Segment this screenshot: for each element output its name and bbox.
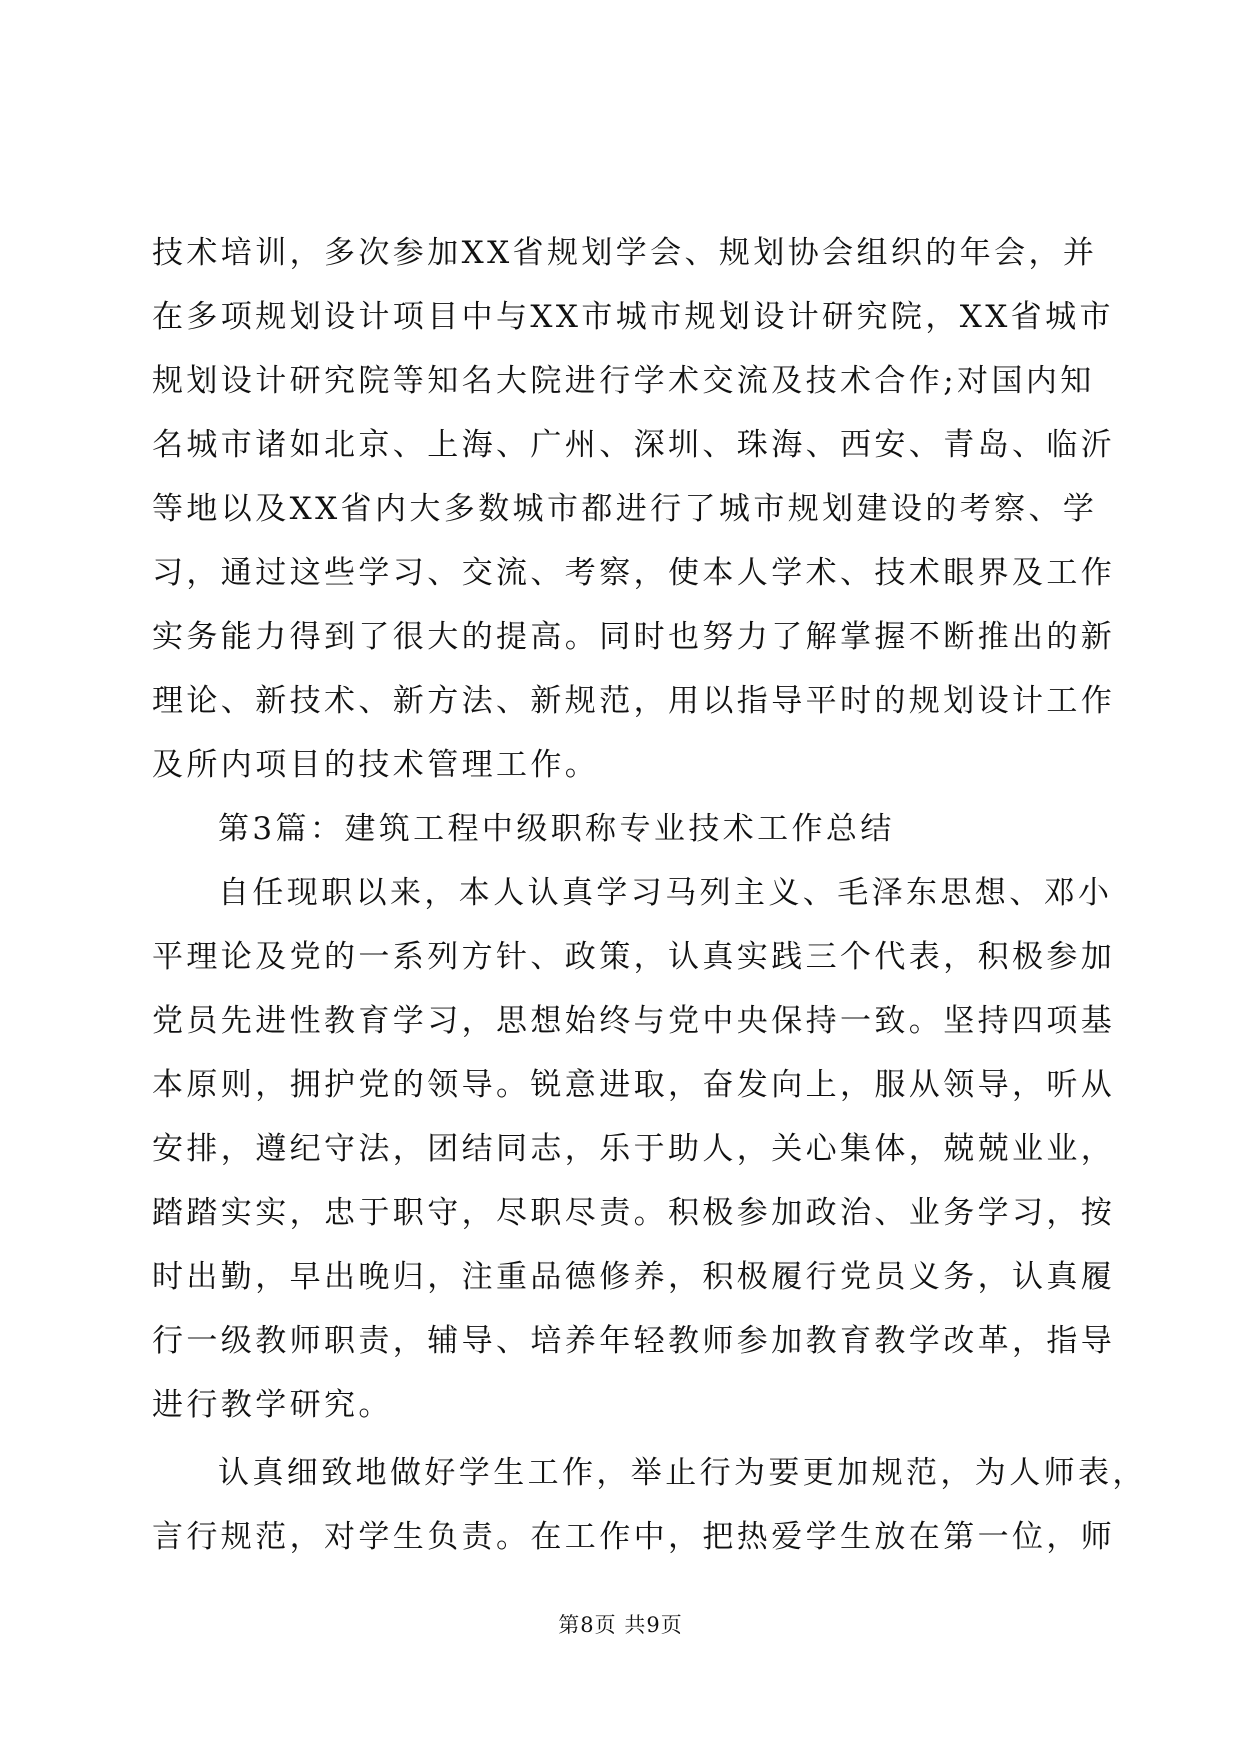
paragraph-line: 平理论及党的一系列方针、政策，认真实践三个代表，积极参加: [152, 939, 1116, 975]
paragraph-line: 党员先进性教育学习，思想始终与党中央保持一致。坚持四项基: [152, 1003, 1116, 1039]
paragraph-line: 行一级教师职责，辅导、培养年轻教师参加教育教学改革，指导: [152, 1323, 1116, 1359]
paragraph-line: 进行教学研究。: [152, 1387, 393, 1423]
paragraph-line: 在多项规划设计项目中与XX市城市规划设计研究院，XX省城市: [152, 299, 1114, 335]
paragraph-line: 等地以及XX省内大多数城市都进行了城市规划建设的考察、学: [152, 491, 1098, 527]
document-body: [152, 221, 1147, 1569]
paragraph-line: 言行规范，对学生负责。在工作中，把热爱学生放在第一位，师: [152, 1519, 1116, 1555]
paragraph-line: 习，通过这些学习、交流、考察，使本人学术、技术眼界及工作: [152, 555, 1116, 591]
page-number: 第8页 共9页: [558, 1613, 683, 1637]
paragraph-line: 时出勤，早出晚归，注重品德修养，积极履行党员义务，认真履: [152, 1259, 1116, 1295]
paragraph-line: 技术培训，多次参加XX省规划学会、规划协会组织的年会，并: [152, 235, 1098, 271]
paragraph-line: 及所内项目的技术管理工作。: [152, 747, 600, 783]
paragraph-line: 名城市诸如北京、上海、广州、深圳、珠海、西安、青岛、临沂: [152, 427, 1116, 463]
paragraph-line: 自任现职以来，本人认真学习马列主义、毛泽东思想、邓小: [218, 875, 1113, 911]
paragraph-line: 安排，遵纪守法，团结同志，乐于助人，关心集体，兢兢业业，: [152, 1131, 1116, 1167]
paragraph-line: 理论、新技术、新方法、新规范，用以指导平时的规划设计工作: [152, 683, 1116, 719]
paragraph-line: 实务能力得到了很大的提高。同时也努力了解掌握不断推出的新: [152, 619, 1116, 655]
paragraph-line: 规划设计研究院等知名大院进行学术交流及技术合作;对国内知: [152, 363, 1095, 399]
paragraph-line: 本原则，拥护党的领导。锐意进取，奋发向上，服从领导，听从: [152, 1067, 1116, 1103]
paragraph-line: 认真细致地做好学生工作，举止行为要更加规范，为人师表，: [218, 1455, 1147, 1491]
section-heading: 第3篇：建筑工程中级职称专业技术工作总结: [218, 811, 895, 847]
paragraph-line: 踏踏实实，忠于职守，尽职尽责。积极参加政治、业务学习，按: [152, 1195, 1116, 1231]
